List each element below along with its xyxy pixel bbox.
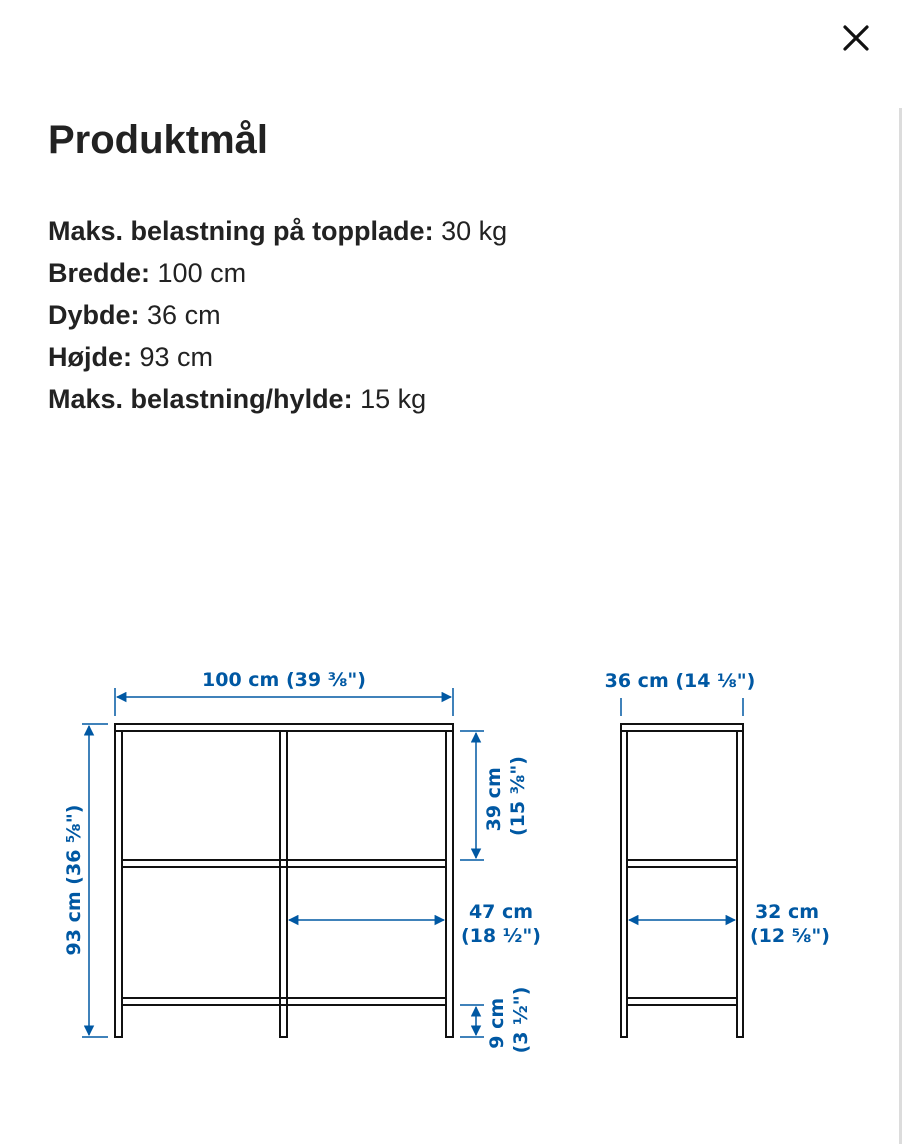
spec-height: Højde: 93 cm [48, 342, 214, 372]
front-view-shelf [115, 724, 453, 1037]
inner-depth-label-in: (12 ⅝") [750, 925, 830, 947]
upper-shelf-label: 39 cm (15 ⅜") [483, 756, 529, 836]
close-button[interactable] [834, 16, 878, 60]
spec-depth: Dybde: 36 cm [48, 300, 221, 330]
spec-list [48, 210, 507, 420]
inner-width-label-in: (18 ½") [461, 925, 541, 947]
spec-width: Bredde: 100 cm [48, 258, 247, 288]
front-width-label: 100 cm (39 ⅜") [202, 669, 366, 691]
spec-max-load-top: Maks. belastning på topplade: 30 kg [48, 216, 508, 246]
front-height-label: 93 cm (36 ⁵⁄₈") [63, 804, 85, 956]
page-title: Produktmål [48, 118, 269, 162]
inner-width-label-cm: 47 cm [468, 901, 534, 923]
inner-depth-label-cm: 32 cm [754, 901, 820, 923]
spec-max-load-shelf: Maks. belastning/hylde: 15 kg [48, 384, 427, 414]
bottom-clearance-label: 9 cm (3 ½") [486, 986, 532, 1054]
dimension-diagram [0, 640, 904, 1090]
side-view-shelf [621, 724, 743, 1037]
side-depth-label: 36 cm (14 ⅛") [604, 670, 756, 692]
close-icon [842, 24, 870, 52]
